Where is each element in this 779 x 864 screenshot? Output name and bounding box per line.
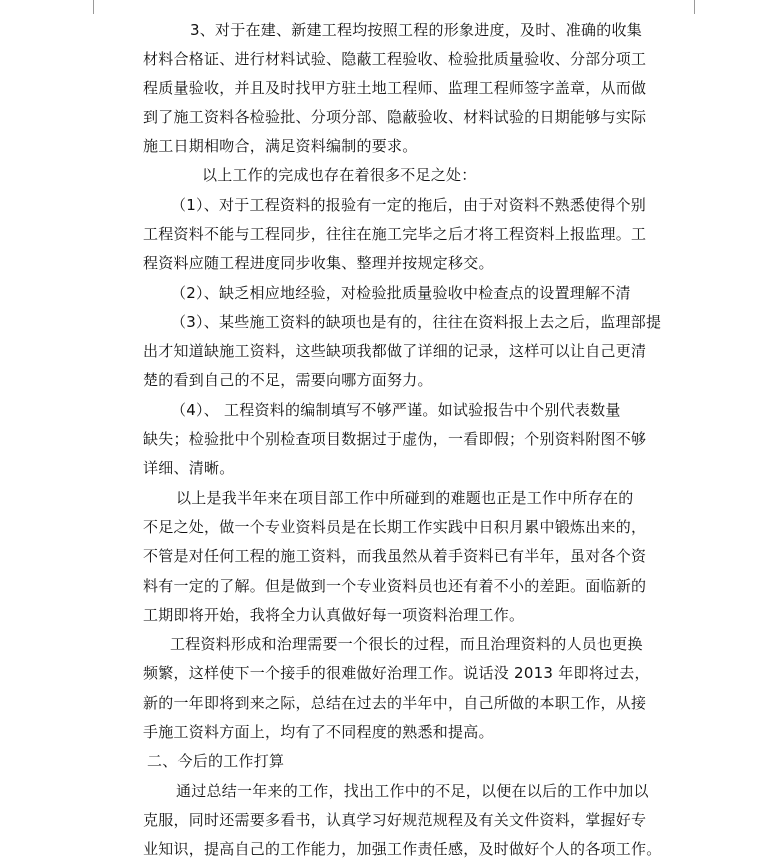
text-line: 程质量验收，并且及时找甲方驻土地工程师、监理工程师签字盖章，从而做 [143,79,647,97]
text-line: 缺失；检验批中个别检查项目数据过于虚伪，一看即假；个别资料附图不够 [143,430,647,448]
text-line: 材料合格证、进行材料试验、隐蔽工程验收、检验批质量验收、分部分项工 [143,50,647,68]
text-line: （1）、对于工程资料的报验有一定的拖后，由于对资料不熟悉使得个别 [171,196,647,214]
text-line: 工程资料不能与工程同步，往往在施工完毕之后才将工程资料上报监理。工 [143,225,647,243]
text-line: 新的一年即将到来之际，总结在过去的半年中，自己所做的本职工作，从接 [143,694,647,712]
text-line: 工程资料形成和治理需要一个很长的过程，而且治理资料的人员也更换 [170,635,643,653]
text-line: 通过总结一年来的工作，找出工作中的不足，以便在以后的工作中加以 [176,782,649,800]
text-line: 楚的看到自己的不足，需要向哪方面努力。 [143,371,433,389]
text-line: （2）、缺乏相应地经验，对检验批质量验收中检查点的设置理解不清 [171,284,631,302]
text-line: 不足之处，做一个专业资料员是在长期工作实践中日积月累中锻炼出来的， [143,518,647,536]
section-heading: 二、今后的工作打算 [147,752,285,770]
text-line: 不管是对任何工程的施工资料，而我虽然从着手资料已有半年，虽对各个资 [143,547,647,565]
text-line: 料有一定的了解。但是做到一个专业资料员也还有着不小的差距。面临新的 [143,577,647,595]
text-line: 频繁，这样使下一个接手的很难做好治理工作。说话没 2013 年即将过去， [143,664,650,682]
text-line: 出才知道缺施工资料，这些缺项我都做了详细的记录，这样可以让自己更清 [143,342,647,360]
text-line: 到了施工资料各检验批、分项分部、隐蔽验收、材料试验的日期能够与实际 [143,108,647,126]
text-line: （3）、某些施工资料的缺项也是有的，往往在资料报上去之后，监理部提 [171,313,662,331]
text-line: 详细、清晰。 [143,459,235,477]
text-line: 施工日期相吻合，满足资料编制的要求。 [143,137,418,155]
text-line: 3、对于在建、新建工程均按照工程的形象进度，及时、准确的收集 [190,21,643,39]
text-line: 以上是我半年来在项目部工作中所碰到的难题也正是工作中所存在的 [176,489,634,507]
text-line: （4）、 工程资料的编制填写不够严谨。如试验报告中个别代表数量 [171,401,621,419]
text-line: 手施工资料方面上，均有了不同程度的熟悉和提高。 [143,723,494,741]
text-line: 业知识，提高自己的工作能力，加强工作责任感，及时做好个人的各项工作。 [143,840,662,858]
text-line: 以上工作的完成也存在着很多不足之处： [202,166,477,184]
text-line: 程资料应随工程进度同步收集、整理并按规定移交。 [143,254,494,272]
text-line: 克服，同时还需要多看书，认真学习好规范规程及有关文件资料，掌握好专 [143,811,647,829]
text-line: 工期即将开始，我将全力认真做好每一项资料治理工作。 [143,606,525,624]
